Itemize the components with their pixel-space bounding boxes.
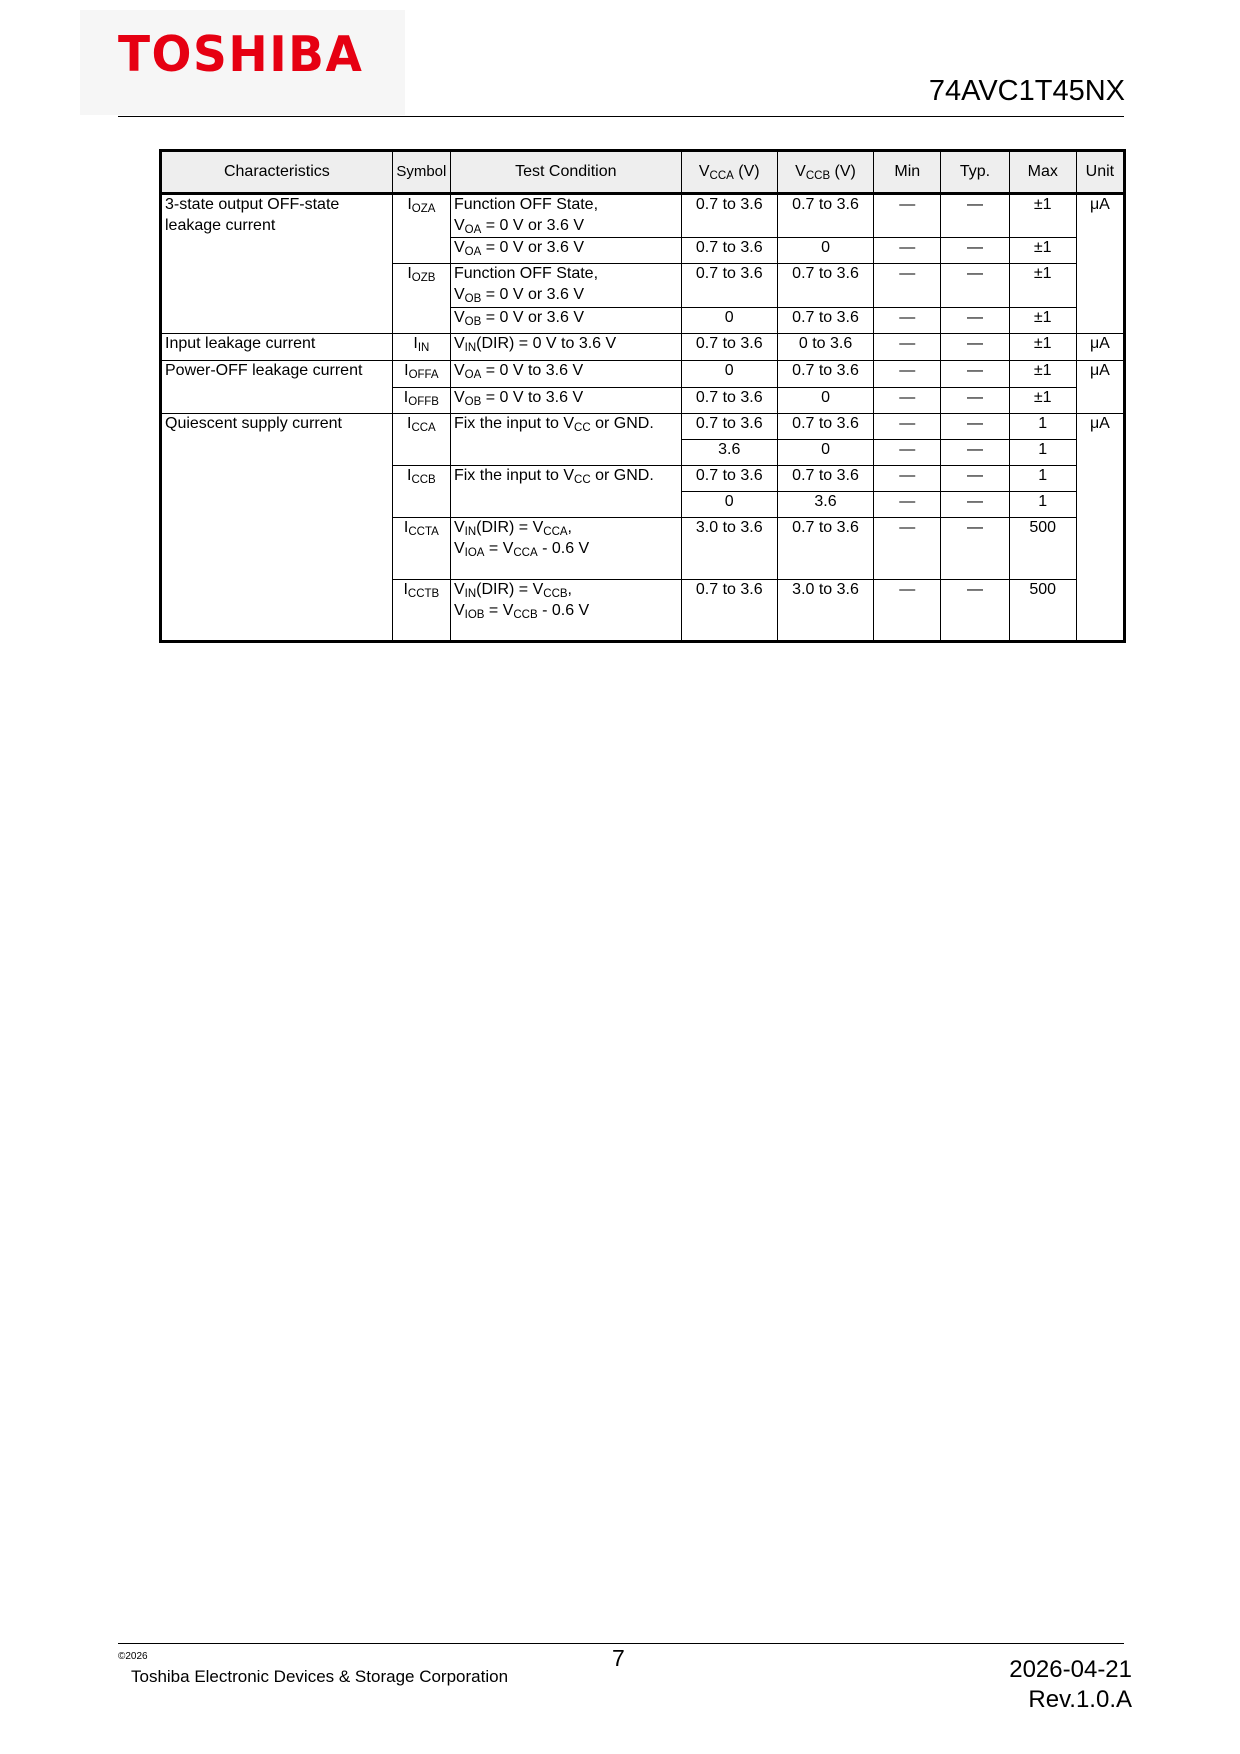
condition-text: (DIR) = V [476, 581, 544, 598]
vcca-cell: 0.7 to 3.6 [681, 238, 777, 264]
min-cell: — [874, 580, 941, 642]
unit-cell: μA [1076, 414, 1124, 642]
min-cell: — [874, 440, 941, 466]
table-row [161, 334, 1125, 361]
max-cell: ±1 [1009, 361, 1076, 388]
header-typ: Typ. [941, 151, 1009, 194]
condition-line [454, 388, 678, 409]
min-cell: — [874, 414, 941, 440]
condition-line [454, 264, 678, 285]
vccb-cell: 0.7 to 3.6 [777, 518, 873, 580]
characteristic-cell: Input leakage current [161, 334, 393, 361]
condition-text: = 0 V or 3.6 V [481, 239, 584, 256]
symbol-cell [392, 361, 450, 388]
page-number: 7 [612, 1645, 625, 1671]
max-cell: ±1 [1009, 238, 1076, 264]
vcca-cell: 3.0 to 3.6 [681, 518, 777, 580]
header-vccb: $V_{CCB}$ (V) [777, 151, 873, 194]
header-vcca: $V_{CCA}$ (V) [681, 151, 777, 194]
condition-text: - 0.6 V [537, 539, 590, 557]
condition-text: = 0 V or 3.6 V [481, 216, 584, 234]
symbol-cell [392, 466, 450, 518]
symbol-cell [392, 388, 450, 414]
condition-subscript: OB [464, 396, 482, 408]
test-condition-cell [450, 238, 681, 264]
symbol-main: I [403, 519, 409, 536]
typ-cell: — [941, 580, 1009, 642]
vccb-cell: 3.0 to 3.6 [777, 580, 873, 642]
typ-cell: — [941, 264, 1009, 308]
min-cell: — [874, 492, 941, 518]
min-cell: — [874, 308, 941, 334]
vccb-cell: 0.7 to 3.6 [777, 414, 873, 440]
typ-cell: — [941, 308, 1009, 334]
symbol-subscript: OFFB [408, 396, 439, 408]
condition-text: , [567, 581, 572, 598]
condition-text: = 0 V to 3.6 V [481, 389, 584, 406]
condition-text: V [453, 601, 465, 619]
condition-subscript: CCB [513, 608, 538, 621]
header-symbol: Symbol [392, 151, 450, 194]
vcca-cell: 0.7 to 3.6 [681, 466, 777, 492]
condition-line [454, 238, 678, 259]
symbol-main: I [407, 265, 412, 282]
condition-text: , [567, 519, 572, 536]
min-cell: — [874, 264, 941, 308]
typ-cell: — [941, 334, 1009, 361]
header-max: Max [1009, 151, 1076, 194]
condition-subscript: CCA [543, 526, 568, 538]
test-condition-cell [450, 414, 681, 466]
typ-cell: — [941, 518, 1009, 580]
condition-text: V [453, 285, 465, 303]
revision-date: 2026-04-21 [1009, 1656, 1132, 1683]
min-cell: — [874, 518, 941, 580]
vccb-cell: 0 [777, 238, 873, 264]
test-condition-cell [450, 194, 681, 238]
header-test-condition: Test Condition [450, 151, 681, 194]
condition-text: V [453, 581, 465, 598]
test-condition-cell [450, 361, 681, 388]
condition-subscript: IOB [464, 608, 485, 621]
max-cell: 1 [1009, 414, 1076, 440]
max-cell: 1 [1009, 492, 1076, 518]
vccb-cell: 0 to 3.6 [777, 334, 873, 361]
footer-divider [118, 1643, 1124, 1644]
condition-text: or GND. [590, 415, 654, 432]
symbol-cell [392, 580, 450, 642]
min-cell: — [874, 388, 941, 414]
document-title: 74AVC1T45NX [928, 75, 1125, 107]
condition-subscript: CCA [513, 546, 538, 559]
vcca-cell: 0.7 to 3.6 [681, 194, 777, 238]
condition-text: V [453, 335, 465, 352]
typ-cell: — [941, 440, 1009, 466]
vccb-cell: 0.7 to 3.6 [777, 361, 873, 388]
condition-subscript: IN [464, 526, 477, 538]
condition-text: = 0 V or 3.6 V [481, 285, 584, 303]
symbol-main: I [413, 335, 418, 352]
typ-cell: — [941, 194, 1009, 238]
electrical-characteristics-table [159, 149, 1126, 643]
vccb-cell: 0.7 to 3.6 [777, 308, 873, 334]
typ-cell: — [941, 388, 1009, 414]
symbol-main: I [407, 196, 412, 213]
condition-text: = 0 V to 3.6 V [481, 362, 584, 379]
max-cell: ±1 [1009, 334, 1076, 361]
condition-line [454, 518, 678, 539]
condition-text: V [453, 309, 465, 326]
condition-subscript: OA [464, 223, 482, 236]
typ-cell: — [941, 238, 1009, 264]
max-cell: ±1 [1009, 194, 1076, 238]
symbol-subscript: OFFA [408, 369, 439, 381]
vccb-cell: 3.6 [777, 492, 873, 518]
condition-text: = 0 V or 3.6 V [481, 309, 584, 326]
table-row [161, 194, 1125, 238]
max-cell: 500 [1009, 518, 1076, 580]
symbol-subscript: OZB [411, 272, 436, 284]
toshiba-logo: TOSHIBA [118, 25, 364, 84]
test-condition-cell [450, 334, 681, 361]
condition-text: or GND. [590, 467, 654, 484]
min-cell: — [874, 194, 941, 238]
condition-line [454, 285, 678, 306]
condition-text: Function OFF State, [453, 196, 599, 213]
symbol-main: I [406, 467, 412, 484]
min-cell: — [874, 466, 941, 492]
condition-text: (DIR) = V [476, 519, 544, 536]
condition-text: Function OFF State, [453, 265, 599, 282]
test-condition-cell [450, 580, 681, 642]
symbol-subscript: IN [417, 342, 430, 354]
characteristic-cell: Power-OFF leakage current [161, 361, 393, 414]
max-cell: 1 [1009, 466, 1076, 492]
max-cell: ±1 [1009, 264, 1076, 308]
test-condition-cell [450, 388, 681, 414]
condition-text: = V [484, 539, 514, 557]
condition-text: V [453, 539, 465, 557]
header-characteristics: Characteristics [161, 151, 393, 194]
symbol-main: I [406, 415, 412, 432]
symbol-subscript: CCTB [407, 588, 440, 600]
condition-line [454, 601, 678, 622]
typ-cell: — [941, 414, 1009, 440]
condition-text: V [453, 216, 465, 234]
symbol-subscript: CCTA [408, 526, 439, 538]
vcca-cell: 0 [681, 361, 777, 388]
vcca-cell: 0.7 to 3.6 [681, 264, 777, 308]
condition-subscript: OB [464, 292, 482, 305]
condition-text: Fix the input to V [453, 467, 575, 484]
condition-line [454, 195, 678, 216]
unit-cell: μA [1076, 334, 1124, 361]
condition-subscript: IOA [464, 546, 485, 559]
table-body [161, 194, 1125, 642]
min-cell: — [874, 334, 941, 361]
condition-subscript: OA [464, 369, 482, 381]
vccb-cell: 0 [777, 388, 873, 414]
test-condition-cell [450, 466, 681, 518]
condition-text: (DIR) = 0 V to 3.6 V [476, 335, 617, 352]
min-cell: — [874, 238, 941, 264]
test-condition-cell [450, 308, 681, 334]
vcca-cell: 0.7 to 3.6 [681, 334, 777, 361]
revision-number: Rev.1.0.A [1028, 1686, 1132, 1713]
max-cell: ±1 [1009, 388, 1076, 414]
condition-text: Fix the input to V [453, 415, 575, 432]
symbol-subscript: CCB [411, 474, 436, 486]
condition-subscript: IN [464, 342, 477, 354]
test-condition-cell [450, 264, 681, 308]
condition-line [454, 414, 678, 435]
unit-cell: μA [1076, 361, 1124, 414]
copyright: ©2026 [118, 1651, 148, 1662]
characteristic-cell: 3-state output OFF-state leakage current [161, 194, 393, 334]
symbol-cell [392, 194, 450, 264]
table-row [161, 361, 1125, 388]
min-cell: — [874, 361, 941, 388]
vccb-cell: 0 [777, 440, 873, 466]
symbol-cell [392, 518, 450, 580]
vccb-cell: 0.7 to 3.6 [777, 194, 873, 238]
condition-subscript: OA [464, 246, 482, 258]
condition-text: V [453, 389, 465, 406]
condition-text: V [453, 239, 465, 256]
symbol-main: I [403, 581, 408, 598]
symbol-main: I [404, 362, 409, 379]
condition-text: = V [484, 601, 514, 619]
test-condition-cell [450, 518, 681, 580]
table-header-row [161, 151, 1125, 194]
condition-subscript: CC [574, 474, 591, 486]
condition-subscript: CC [574, 422, 591, 434]
condition-line [454, 216, 678, 237]
symbol-subscript: CCA [411, 422, 436, 434]
vcca-cell: 0.7 to 3.6 [681, 580, 777, 642]
condition-line [454, 539, 678, 560]
max-cell: 1 [1009, 440, 1076, 466]
condition-line [454, 308, 678, 329]
vcca-cell: 3.6 [681, 440, 777, 466]
vcca-cell: 0.7 to 3.6 [681, 388, 777, 414]
condition-subscript: CCB [543, 588, 568, 600]
header-unit: Unit [1076, 151, 1124, 194]
vcca-cell: 0 [681, 492, 777, 518]
max-cell: 500 [1009, 580, 1076, 642]
characteristic-cell: Quiescent supply current [161, 414, 393, 642]
vccb-cell: 0.7 to 3.6 [777, 466, 873, 492]
typ-cell: — [941, 466, 1009, 492]
condition-line [454, 466, 678, 487]
condition-line [454, 334, 678, 355]
max-cell: ±1 [1009, 308, 1076, 334]
condition-text: V [453, 519, 465, 536]
symbol-subscript: OZA [411, 203, 436, 215]
symbol-main: I [403, 389, 409, 406]
condition-text: V [453, 362, 465, 379]
company-name: Toshiba Electronic Devices & Storage Corporation [131, 1667, 509, 1686]
header-divider [118, 116, 1124, 117]
unit-cell: μA [1076, 194, 1124, 334]
vcca-cell: 0.7 to 3.6 [681, 414, 777, 440]
typ-cell: — [941, 361, 1009, 388]
typ-cell: — [941, 492, 1009, 518]
symbol-cell [392, 334, 450, 361]
condition-line [454, 361, 678, 382]
vccb-cell: 0.7 to 3.6 [777, 264, 873, 308]
condition-text: - 0.6 V [537, 601, 590, 619]
symbol-cell [392, 264, 450, 334]
symbol-cell [392, 414, 450, 466]
header-min: Min [874, 151, 941, 194]
vcca-cell: 0 [681, 308, 777, 334]
condition-subscript: OB [464, 316, 482, 328]
condition-line [454, 580, 678, 601]
condition-subscript: IN [464, 588, 477, 600]
table-row [161, 414, 1125, 440]
